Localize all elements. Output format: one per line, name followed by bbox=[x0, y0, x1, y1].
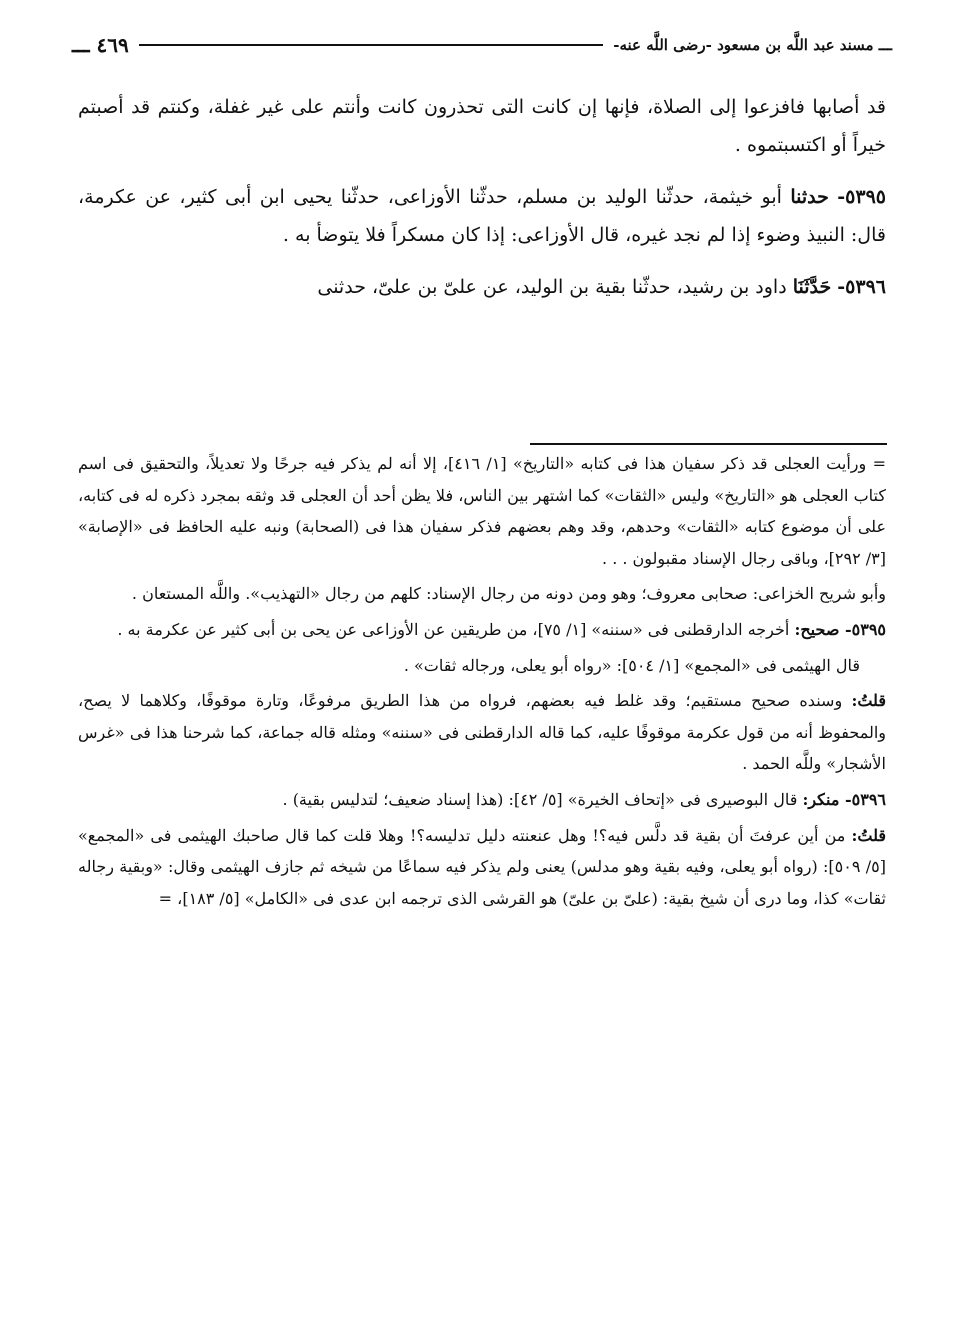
hadith-lead: حَدَّثَنَا bbox=[792, 276, 832, 298]
hadith-number: ٥٣٩٦- bbox=[837, 276, 886, 298]
footnote-comment bbox=[78, 820, 886, 915]
page-header bbox=[72, 30, 892, 60]
header-rule bbox=[139, 44, 603, 46]
footnote-paragraph: وأبو شريح الخزاعى: صحابى معروف؛ وهو ومن دونه من رجال الإسناد: كلهم من رجال «التهذيب». واللَّه المستعان . bbox=[131, 584, 886, 604]
hadith-number: ٥٣٩٥- bbox=[837, 186, 886, 208]
footnote-text: أخرجه الدارقطنى فى «سننه» [١/ ٧٥]، من طريقين عن الأوزاعى عن يحى بن أبى كثير عن عكرمة به . bbox=[117, 619, 790, 639]
footnote-comment bbox=[78, 685, 886, 780]
hadith-5396 bbox=[78, 268, 886, 306]
running-title: ـــ مسند عبد اللَّه بن مسعود -رضى اللَّه عنه- bbox=[613, 36, 892, 54]
footnote-continued: = ورأيت العجلى قد ذكر سفيان هذا فى كتابه «التاريخ» [١/ ٤١٦]، إلا أنه لم يذكر فيه جرحًا ولا تعديلاً، والتحقيق فى اسم كتاب العجلى هو «التاريخ» وليس «الثقات» كما اشتهر بين الناس، فلا يظن أحد أن العجلى قد وثقه بمجرد ذكره له فى كتابه، على أن موضوع كتابه «الثقات» وحدهم، وقد وهم بعضهم فذكر سفيان هذا فى (الصحابة) ونبه عليه الحافظ فى «الإصابة» [٣/ ٢٩٢]، وباقى رجال الإسناد مقبولون . . . bbox=[78, 454, 887, 568]
footnote-label: ٥٣٩٦- منكر: bbox=[802, 789, 886, 809]
footnote-5395 bbox=[78, 614, 886, 646]
footnote-label: قلتُ: bbox=[851, 691, 886, 711]
hadith-lead: حدثنا bbox=[790, 186, 829, 208]
footnotes bbox=[78, 448, 886, 918]
footnote-text: وسنده صحيح مستقيم؛ وقد غلط فيه بعضهم، فرواه من هذا الطريق مرفوعًا، وتارة موقوفًا، وكلاهما لا يصح، والمحفوظ أنه من قول عكرمة موقوفًا عليه، كما قاله الدارقطنى فى «سننه» ومثله قاله جماعة، كما شرحنا هذا فى «غرس الأشجار» وللَّه الحمد . bbox=[78, 691, 886, 774]
hadith-continuation: قد أصابها فافزعوا إلى الصلاة، فإنها إن كانت التى تحذرون كانت وأنتم على غير غفلة، وكنتم قد أصبتم خيراً أو اكتسبتموه . bbox=[78, 96, 886, 156]
page-number: ٤٦٩ ـــ bbox=[72, 33, 129, 57]
footnote-paragraph: قال الهيثمى فى «المجمع» [١/ ٥٠٤]: «رواه أبو يعلى، ورجاله ثقات» . bbox=[403, 655, 860, 675]
footnote-text: قال البوصيرى فى «إتحاف الخيرة» [٥/ ٤٢]: (هذا إسناد ضعيف؛ لتدليس بقية) . bbox=[282, 789, 798, 809]
hadith-5395 bbox=[78, 178, 886, 254]
hadith-text: أبو خيثمة، حدثّنا الوليد بن مسلم، حدثّنا الأوزاعى، حدثّنا يحيى ابن أبى كثير، عن عكرمة، قال: النبيذ وضوء إذا لم نجد غيره، قال الأوزاعى: إذا كان مسكراً فلا يتوضأ به . bbox=[78, 186, 886, 246]
hadith-text: داود بن رشيد، حدثّنا بقية بن الوليد، عن علىّ بن علىّ، حدثنى bbox=[317, 276, 787, 298]
main-text bbox=[78, 88, 886, 320]
footnote-divider bbox=[530, 443, 887, 445]
footnote-5396 bbox=[78, 784, 886, 816]
footnote-label: قلتُ: bbox=[851, 825, 887, 845]
footnote-label: ٥٣٩٥- صحيح: bbox=[794, 619, 886, 639]
footnote-text: من أين عرفتَ أن بقية قد دلَّس فيه؟! وهل عنعنته دليل تدليسه؟! وهلا قلت كما قال صاحبك الهيثمى فى «المجمع» [٥/ ٥٠٩]: (رواه أبو يعلى، وفيه بقية وهو مدلس) يعنى ولم يذكر فيه سماعًا من شيخه ثم جازف الهيثمى وقال: «وبقية رجاله ثقات» كذا، وما درى أن شيخ بقية: (علىّ بن علىّ) هو القرشى الذى ترجمه ابن عدى فى «الكامل» [٥/ ١٨٣]، = bbox=[78, 825, 886, 908]
